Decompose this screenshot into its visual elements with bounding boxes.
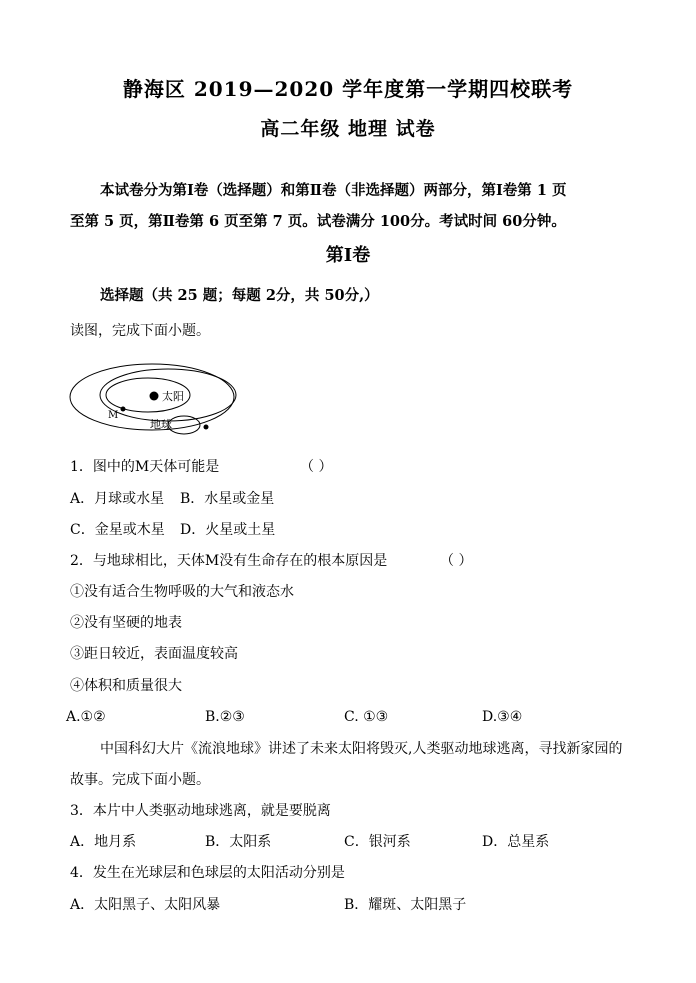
q2-statement-4: ④体积和质量很大 (70, 678, 182, 694)
q3-option-a: A．地月系 (70, 834, 137, 850)
q2-option-a: A.①② (66, 709, 106, 725)
q2-statement-3: ③距日较近，表面温度较高 (70, 646, 238, 662)
q4-option-a: A．太阳黑子、太阳风暴 (70, 897, 221, 913)
q3-option-c: C．银河系 (344, 834, 411, 850)
q2-statement-1: ①没有适合生物呼吸的大气和液态水 (70, 584, 294, 600)
q2-option-d: D.③④ (482, 709, 523, 725)
m-dot (121, 407, 126, 412)
q3-option-d: D．总星系 (482, 834, 550, 850)
earth-dot (204, 425, 209, 430)
earth-label: 地球 (150, 418, 172, 431)
q1-option-c: C．金星或木星 (70, 522, 165, 538)
intro-line-2: 至第 5 页，第Ⅱ卷第 6 页至第 7 页。试卷满分 100分。考试时间 60分钟。 (70, 213, 566, 230)
section-instructions: 选择题（共 25 题；每题 2分，共 50分,） (100, 287, 379, 304)
exam-title: 静海区 2019—2020 学年度第一学期四校联考 (122, 77, 574, 101)
intro-line-1: 本试卷分为第Ⅰ卷（选择题）和第Ⅱ卷（非选择题）两部分，第Ⅰ卷第 1 页 (100, 182, 567, 199)
question-4-stem: 4．发生在光球层和色球层的太阳活动分别是 (70, 865, 345, 881)
q2-statement-2: ②没有坚硬的地表 (70, 615, 182, 631)
q1-option-b: B．水星或金星 (180, 491, 275, 507)
question-3-stem: 3．本片中人类驱动地球逃离，就是要脱离 (70, 803, 331, 819)
group2-line-2: 故事。完成下面小题。 (70, 772, 210, 788)
q3-option-b: B．太阳系 (205, 834, 272, 850)
solar-orbit-diagram (66, 357, 246, 447)
question-2-stem: 2．与地球相比，天体M没有生命存在的根本原因是 (70, 553, 388, 569)
q4-option-b: B．耀斑、太阳黑子 (344, 897, 467, 913)
q1-option-a: A．月球或水星 (70, 491, 165, 507)
sun-dot (150, 392, 159, 401)
q2-option-c: C. ①③ (344, 709, 389, 725)
group1-prompt: 读图，完成下面小题。 (70, 323, 210, 339)
sun-label: 太阳 (162, 390, 184, 403)
question-2-bracket: （ ） (440, 553, 473, 569)
question-1-bracket: （ ） (300, 459, 333, 475)
question-1-stem: 1．图中的M天体可能是 (70, 459, 220, 475)
q2-option-b: B.②③ (205, 709, 245, 725)
section-title: 第Ⅰ卷 (325, 245, 371, 266)
q1-option-d: D．火星或土星 (180, 522, 276, 538)
exam-subtitle: 高二年级 地理 试卷 (260, 118, 436, 140)
m-label: M (108, 410, 119, 421)
group2-line-1: 中国科幻大片《流浪地球》讲述了未来太阳将毁灭,人类驱动地球逃离，寻找新家园的 (100, 741, 623, 757)
